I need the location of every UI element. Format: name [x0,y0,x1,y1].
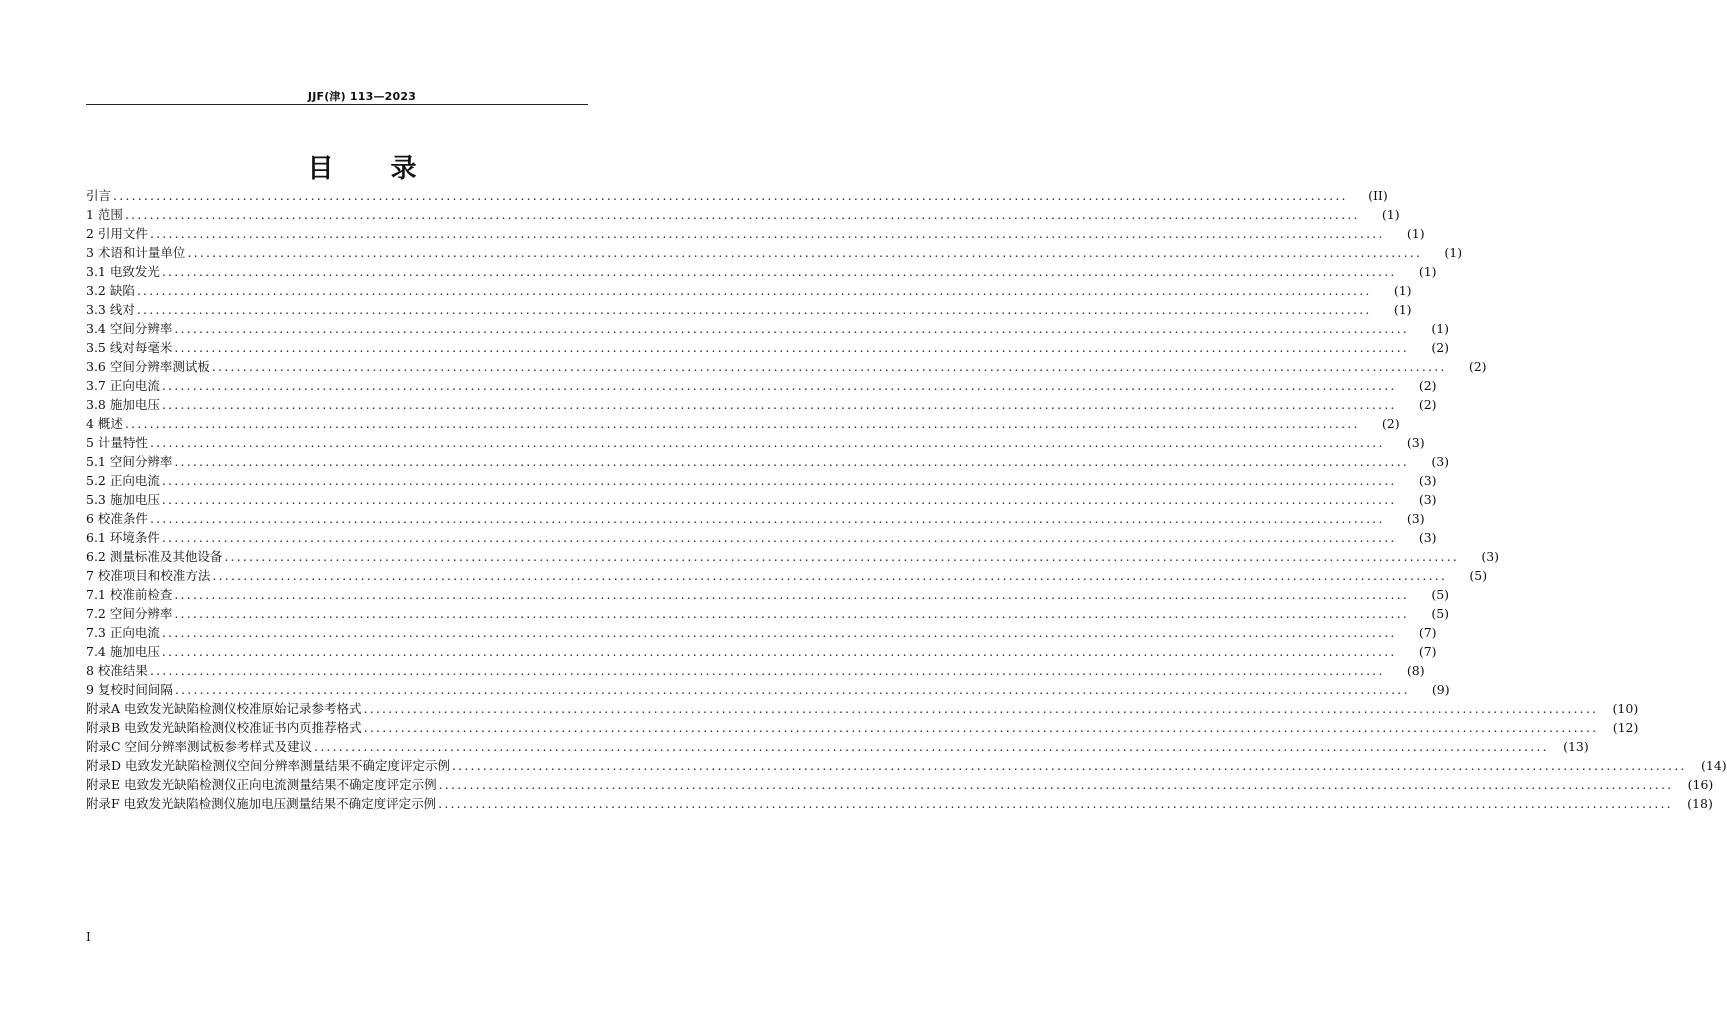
toc-entry[interactable] [86,338,1450,357]
toc-leader-dots: ........................................................................................................................................................................................................ [363,720,1599,735]
toc-leader-dots: ........................................................................................................................................................................................................ [174,321,1410,336]
toc-entry-label: 附录E 电致发光缺陷检测仪正向电流测量结果不确定度评定示例 [86,777,437,792]
toc-entry-page: (2) [1431,340,1450,355]
toc-entry[interactable] [86,414,1400,433]
toc-entry[interactable] [86,528,1437,547]
toc-entry-page: (II) [1368,188,1388,203]
toc-leader-dots: ........................................................................................................................................................................................................ [212,568,1448,583]
toc-entry-page: (12) [1612,720,1639,735]
toc-entry-label: 附录D 电致发光缺陷检测仪空间分辨率测量结果不确定度评定示例 [86,758,450,773]
toc-entry[interactable] [86,794,1713,813]
toc-leader-dots: ........................................................................................................................................................................................................ [174,587,1410,602]
toc-entry-label: 6.2 测量标准及其他设备 [86,549,223,564]
toc-entry-page: (3) [1481,549,1500,564]
toc-entry-label: 附录B 电致发光缺陷检测仪校准证书内页推荐格式 [86,720,362,735]
toc-leader-dots: ........................................................................................................................................................................................................ [161,625,1397,640]
toc-entry-label: 5 计量特性 [86,435,148,450]
toc-leader-dots: ........................................................................................................................................................................................................ [174,454,1410,469]
toc-entry-label: 7.2 空间分辨率 [86,606,173,621]
toc-leader-dots: ........................................................................................................................................................................................................ [363,701,1599,716]
toc-entry-label: 附录F 电致发光缺陷检测仪施加电压测量结果不确定度评定示例 [86,796,437,811]
toc-entry[interactable] [86,585,1450,604]
toc-entry-page: (2) [1418,397,1437,412]
toc-entry[interactable] [86,718,1639,737]
toc-leader-dots: ........................................................................................................................................................................................................ [161,397,1397,412]
toc-entry[interactable] [86,471,1437,490]
toc-entry[interactable] [86,547,1500,566]
toc-entry-page: (13) [1563,739,1589,754]
toc-entry-label: 7.3 正向电流 [86,625,160,640]
toc-leader-dots: ........................................................................................................................................................................................................ [149,226,1385,241]
toc-entry-page: (3) [1418,492,1437,507]
toc-entry[interactable] [86,395,1437,414]
toc-leader-dots: ........................................................................................................................................................................................................ [438,777,1674,792]
toc-leader-dots: ........................................................................................................................................................................................................ [124,416,1360,431]
toc-entry-page: (1) [1393,283,1412,298]
toc-entry-label: 5.2 正向电流 [86,473,160,488]
toc-entry[interactable] [86,376,1437,395]
toc-leader-dots: ........................................................................................................................................................................................................ [161,378,1397,393]
toc-leader-dots: ........................................................................................................................................................................................................ [224,549,1460,564]
toc-entry[interactable] [86,756,1727,775]
toc-entry[interactable] [86,737,1589,756]
toc-entry-label: 9 复校时间间隔 [86,682,173,697]
toc-leader-dots: ........................................................................................................................................................................................................ [124,207,1360,222]
toc-leader-dots: ........................................................................................................................................................................................................ [136,283,1372,298]
toc-entry-page: (2) [1468,359,1487,374]
toc-leader-dots: ........................................................................................................................................................................................................ [187,245,1423,260]
toc-leader-dots: ........................................................................................................................................................................................................ [136,302,1372,317]
toc-entry-page: (9) [1431,682,1450,697]
toc-entry-label: 附录C 空间分辨率测试板参考样式及建议 [86,739,313,754]
toc-entry-page: (18) [1687,796,1713,811]
toc-entry-page: (1) [1393,302,1412,317]
toc-entry-page: (5) [1431,606,1450,621]
toc-entry-page: (1) [1381,207,1400,222]
toc-entry-label: 3 术语和计量单位 [86,245,186,260]
toc-entry-label: 7.4 施加电压 [86,644,160,659]
toc-entry-label: 引言 [86,188,112,203]
page-number: I [86,930,91,944]
toc-entry[interactable] [86,509,1425,528]
toc-entry-label: 3.8 施加电压 [86,397,160,412]
toc-entry[interactable] [86,319,1450,338]
toc-entry-label: 3.7 正向电流 [86,378,160,393]
toc-entry[interactable] [86,357,1487,376]
toc-leader-dots: ........................................................................................................................................................................................................ [149,511,1385,526]
toc-leader-dots: ........................................................................................................................................................................................................ [174,606,1410,621]
toc-entry-page: (16) [1687,777,1714,792]
toc-entry[interactable] [86,604,1450,623]
toc-leader-dots: ........................................................................................................................................................................................................ [161,264,1397,279]
toc-entry-label: 6 校准条件 [86,511,148,526]
toc-entry-page: (2) [1381,416,1400,431]
toc-entry[interactable] [86,490,1437,509]
toc-entry-label: 3.4 空间分辨率 [86,321,173,336]
toc-leader-dots: ........................................................................................................................................................................................................ [149,663,1385,678]
toc-entry[interactable] [86,642,1437,661]
toc-entry-page: (8) [1406,663,1425,678]
toc-leader-dots: ........................................................................................................................................................................................................ [174,682,1410,697]
toc-entry-label: 6.1 环境条件 [86,530,160,545]
toc-entry-label: 3.2 缺陷 [86,283,135,298]
toc-entry-label: 3.3 线对 [86,302,135,317]
toc-entry-label: 7.1 校准前检查 [86,587,173,602]
table-of-contents [86,186,1727,813]
toc-entry-page: (10) [1612,701,1639,716]
toc-entry-label: 1 范围 [86,207,123,222]
toc-entry[interactable] [86,224,1425,243]
toc-title: 目 录 [307,154,417,184]
toc-entry-page: (3) [1406,435,1425,450]
toc-entry-label: 7 校准项目和校准方法 [86,568,211,583]
toc-entry-page: (1) [1418,264,1437,279]
toc-leader-dots: ........................................................................................................................................................................................................ [211,359,1447,374]
toc-entry-label: 2 引用文件 [86,226,148,241]
toc-leader-dots: ........................................................................................................................................................................................................ [161,492,1397,507]
toc-entry-page: (2) [1418,378,1437,393]
toc-entry[interactable] [86,243,1463,262]
header-divider [86,104,588,105]
toc-entry[interactable] [86,566,1488,585]
toc-leader-dots: ........................................................................................................................................................................................................ [149,435,1385,450]
toc-entry[interactable] [86,699,1639,718]
toc-entry-page: (3) [1418,530,1437,545]
toc-entry[interactable] [86,680,1450,699]
toc-entry-page: (1) [1444,245,1463,260]
toc-leader-dots: ........................................................................................................................................................................................................ [161,644,1397,659]
toc-entry[interactable] [86,433,1425,452]
toc-entry-label: 3.1 电致发光 [86,264,160,279]
toc-entry-label: 附录A 电致发光缺陷检测仪校准原始记录参考格式 [86,701,362,716]
toc-entry-label: 8 校准结果 [86,663,148,678]
toc-entry-label: 3.5 线对每毫米 [86,340,173,355]
toc-entry[interactable] [86,205,1400,224]
toc-entry-page: (5) [1431,587,1450,602]
toc-entry[interactable] [86,262,1437,281]
toc-entry-label: 5.1 空间分辨率 [86,454,173,469]
toc-entry-page: (3) [1431,454,1450,469]
toc-leader-dots: ........................................................................................................................................................................................................ [314,739,1549,754]
toc-leader-dots: ........................................................................................................................................................................................................ [438,796,1673,811]
toc-entry-page: (3) [1418,473,1437,488]
toc-entry-page: (1) [1431,321,1450,336]
toc-leader-dots: ........................................................................................................................................................................................................ [113,188,1348,203]
document-code-header: JJF(津) 113—2023 [307,90,417,103]
toc-entry-label: 3.6 空间分辨率测试板 [86,359,210,374]
toc-leader-dots: ........................................................................................................................................................................................................ [161,530,1397,545]
toc-entry[interactable] [86,623,1437,642]
toc-leader-dots: ........................................................................................................................................................................................................ [161,473,1397,488]
toc-entry[interactable] [86,300,1412,319]
toc-entry-page: (14) [1701,758,1727,773]
toc-entry[interactable] [86,452,1450,471]
toc-entry-page: (7) [1418,644,1437,659]
toc-entry[interactable] [86,186,1388,205]
toc-entry-label: 5.3 施加电压 [86,492,160,507]
toc-entry-page: (3) [1406,511,1425,526]
toc-entry[interactable] [86,775,1714,794]
toc-leader-dots: ........................................................................................................................................................................................................ [452,758,1687,773]
toc-entry[interactable] [86,661,1425,680]
toc-entry-page: (5) [1469,568,1488,583]
toc-entry-label: 4 概述 [86,416,123,431]
toc-entry-page: (1) [1406,226,1425,241]
toc-leader-dots: ........................................................................................................................................................................................................ [174,340,1410,355]
toc-entry[interactable] [86,281,1412,300]
toc-entry-page: (7) [1418,625,1437,640]
